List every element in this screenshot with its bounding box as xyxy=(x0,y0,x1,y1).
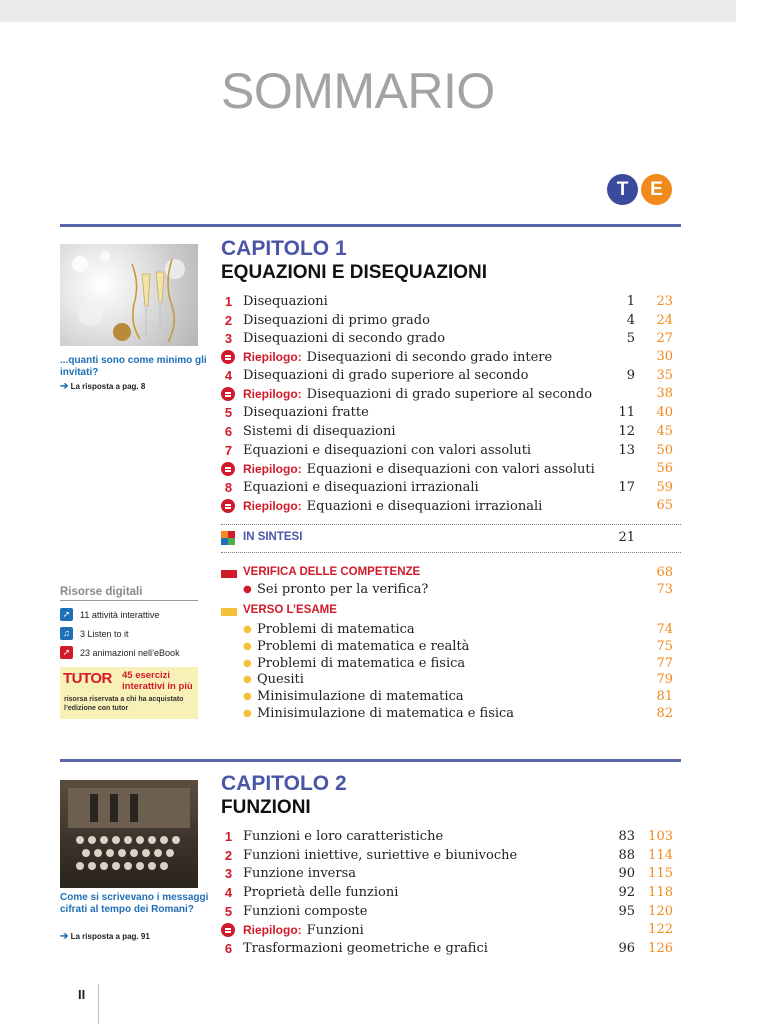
exercise-page: 77 xyxy=(656,656,673,671)
chapter-1-rule xyxy=(60,224,681,227)
risorse-divider xyxy=(60,600,198,601)
top-band xyxy=(0,0,736,22)
cursor-icon: ➚ xyxy=(60,608,73,621)
tutor-count: 45 esercizi interattivi in più xyxy=(122,670,193,692)
toc-row[interactable] xyxy=(221,903,673,921)
theory-page: 17 xyxy=(618,480,635,495)
exercise-page: 75 xyxy=(656,639,673,654)
theory-page: 92 xyxy=(618,885,635,900)
theory-page: 21 xyxy=(618,530,635,545)
section-title: Proprietà delle funzioni xyxy=(243,885,399,900)
section-title: Funzioni composte xyxy=(243,904,368,919)
bullet-icon: ● xyxy=(243,674,252,685)
bullet-icon: ● xyxy=(243,691,252,702)
section-title: Funzioni e loro caratteristiche xyxy=(243,829,444,844)
section-number: 5 xyxy=(224,904,233,919)
theory-page: 13 xyxy=(618,443,635,458)
bullet-text: Minisimulazione di matematica xyxy=(257,689,464,704)
section-title: Equazioni e disequazioni irrazionali xyxy=(243,480,479,495)
page-number: II xyxy=(78,987,86,1002)
toc-row[interactable] xyxy=(221,404,673,422)
exercise-page: 24 xyxy=(656,313,673,328)
toc-row[interactable] xyxy=(221,828,673,846)
toc-row[interactable] xyxy=(221,330,673,348)
bullet-item[interactable] xyxy=(243,638,673,655)
exercise-page: 126 xyxy=(648,941,673,956)
exercise-page: 30 xyxy=(656,349,673,364)
section-title: Disequazioni di secondo grado intere xyxy=(306,350,553,365)
section-title: Disequazioni di secondo grado xyxy=(243,331,446,346)
bullet-icon: ● xyxy=(243,708,252,719)
in-sintesi-page-row xyxy=(221,529,673,547)
toc-row[interactable] xyxy=(221,312,673,330)
exercise-page: 82 xyxy=(656,706,673,721)
exercise-badge: E xyxy=(641,174,672,205)
page-number-rule xyxy=(98,984,99,1024)
section-number: 3 xyxy=(224,331,233,346)
toc-row[interactable] xyxy=(221,293,673,311)
toc-row-recap[interactable] xyxy=(221,460,673,478)
recap-icon xyxy=(221,387,235,401)
headphones-icon: ♫ xyxy=(60,627,73,640)
chapter-2-teaser: Come si scrivevano i messaggi cifrati al tempo dei Romani? xyxy=(60,892,209,915)
chapter-1-label: CAPITOLO 1 xyxy=(221,237,347,260)
section-title: Funzioni xyxy=(306,923,364,938)
exercise-page: 118 xyxy=(648,885,673,900)
bullet-item[interactable] xyxy=(243,688,673,705)
theory-page: 1 xyxy=(626,294,635,309)
section-title: Equazioni e disequazioni irrazionali xyxy=(306,499,543,514)
bullet-text: Sei pronto per la verifica? xyxy=(257,582,429,597)
exercise-page: 23 xyxy=(656,294,673,309)
chapter-2-answer-link[interactable] xyxy=(60,931,150,942)
bullet-item[interactable] xyxy=(243,671,673,688)
recap-label: Riepilogo: xyxy=(243,499,302,513)
section-title: Sistemi di disequazioni xyxy=(243,424,396,439)
toc-row[interactable] xyxy=(221,865,673,883)
section-title: Disequazioni xyxy=(243,294,328,309)
exercise-page: 50 xyxy=(656,443,673,458)
exercise-page: 45 xyxy=(656,424,673,439)
tutor-logo: TUTOR xyxy=(63,670,112,687)
section-title: Equazioni e disequazioni con valori assoluti xyxy=(306,462,595,477)
section-number: 1 xyxy=(224,829,233,844)
toc-row[interactable] xyxy=(221,442,673,460)
section-number: 2 xyxy=(224,848,233,863)
section-number: 1 xyxy=(224,294,233,309)
resource-label: 23 animazioni nell’eBook xyxy=(80,648,180,658)
bullet-icon: ● xyxy=(243,658,252,669)
theory-page: 11 xyxy=(618,405,635,420)
cursor-icon: ➚ xyxy=(60,646,73,659)
bullet-icon: ● xyxy=(243,624,252,635)
exercise-page: 56 xyxy=(656,461,673,476)
toc-row[interactable] xyxy=(221,940,673,958)
recap-label: Riepilogo: xyxy=(243,350,302,364)
section-title: Disequazioni fratte xyxy=(243,405,369,420)
chapter-1-answer-link[interactable] xyxy=(60,381,145,392)
bullet-text: Problemi di matematica e fisica xyxy=(257,656,466,671)
chapter-2-rule xyxy=(60,759,681,762)
theory-badge: T xyxy=(607,174,638,205)
exercise-page: 35 xyxy=(656,368,673,383)
exercise-page: 59 xyxy=(656,480,673,495)
chapter-1-title: EQUAZIONI E DISEQUAZIONI xyxy=(221,262,488,283)
toc-row[interactable] xyxy=(221,367,673,385)
bullet-text: Problemi di matematica e realtà xyxy=(257,639,470,654)
exercise-page: 40 xyxy=(656,405,673,420)
answer-link-label: La risposta a pag. 91 xyxy=(70,932,150,941)
theory-page: 4 xyxy=(626,313,635,328)
recap-icon xyxy=(221,923,235,937)
toc-row-recap[interactable] xyxy=(221,921,673,939)
esame-marker xyxy=(221,608,237,616)
section-number: 2 xyxy=(224,313,233,328)
exercise-page: 81 xyxy=(656,689,673,704)
bullet-item[interactable] xyxy=(243,621,673,638)
recap-label: Riepilogo: xyxy=(243,387,302,401)
exercise-page: 114 xyxy=(648,848,673,863)
section-number: 5 xyxy=(224,405,233,420)
toc-row[interactable] xyxy=(221,479,673,497)
arrow-right-icon: ➔ xyxy=(60,381,69,392)
in-sintesi-link[interactable]: IN SINTESI xyxy=(243,531,303,543)
bullet-icon: ● xyxy=(243,641,252,652)
exercise-page: 79 xyxy=(656,672,673,687)
bullet-item[interactable] xyxy=(243,581,673,598)
risorse-digitali-title: Risorse digitali xyxy=(60,586,143,598)
section-title: Funzione inversa xyxy=(243,866,357,881)
toc-row-recap[interactable] xyxy=(221,348,673,366)
theory-page: 9 xyxy=(626,368,635,383)
recap-icon xyxy=(221,350,235,364)
theory-page: 96 xyxy=(618,941,635,956)
section-title: Equazioni e disequazioni con valori assoluti xyxy=(243,443,532,458)
recap-label: Riepilogo: xyxy=(243,923,302,937)
dotted-divider xyxy=(221,552,681,553)
tutor-note: risorsa riservata a chi ha acquistato l’edizione con tutor xyxy=(64,696,184,712)
chapter-1-photo xyxy=(60,244,198,346)
theory-page: 95 xyxy=(618,904,635,919)
section-number: 4 xyxy=(224,885,233,900)
toc-row-recap[interactable] xyxy=(221,497,673,515)
theory-page: 12 xyxy=(618,424,635,439)
toc-row-recap[interactable] xyxy=(221,385,673,403)
verifica-heading[interactable]: VERIFICA DELLE COMPETENZE xyxy=(243,566,421,578)
exercise-page: 120 xyxy=(648,904,673,919)
section-number: 7 xyxy=(224,443,233,458)
page-title: SOMMARIO xyxy=(221,63,495,119)
arrow-right-icon: ➔ xyxy=(60,931,69,942)
bullet-text: Problemi di matematica xyxy=(257,622,415,637)
exercise-page: 38 xyxy=(656,386,673,401)
tutor-box[interactable] xyxy=(60,667,198,719)
esame-heading[interactable]: VERSO L’ESAME xyxy=(243,604,337,616)
exercise-page: 73 xyxy=(656,582,673,597)
section-number: 4 xyxy=(224,368,233,383)
section-number: 8 xyxy=(224,480,233,495)
recap-icon xyxy=(221,462,235,476)
section-title: Disequazioni di grado superiore al secondo xyxy=(306,387,593,402)
section-number: 6 xyxy=(224,424,233,439)
exercise-page: 74 xyxy=(656,622,673,637)
chapter-2-label: CAPITOLO 2 xyxy=(221,772,347,795)
bullet-item[interactable] xyxy=(243,705,673,722)
chapter-1-teaser: ...quanti sono come minimo gli invitati? xyxy=(60,355,207,378)
dotted-divider xyxy=(221,524,681,525)
section-title: Funzioni iniettive, suriettive e biunivoche xyxy=(243,848,518,863)
verifica-page-row xyxy=(221,564,673,582)
section-number: 6 xyxy=(224,941,233,956)
bullet-item[interactable] xyxy=(243,655,673,672)
answer-link-label: La risposta a pag. 8 xyxy=(70,382,146,391)
recap-icon xyxy=(221,499,235,513)
theory-page: 5 xyxy=(626,331,635,346)
resource-label: 3 Listen to it xyxy=(80,629,129,639)
section-title: Disequazioni di primo grado xyxy=(243,313,430,328)
bullet-text: Minisimulazione di matematica e fisica xyxy=(257,706,515,721)
section-number: 3 xyxy=(224,866,233,881)
toc-row[interactable] xyxy=(221,884,673,902)
theory-page: 90 xyxy=(618,866,635,881)
exercise-page: 27 xyxy=(656,331,673,346)
bullet-icon: ● xyxy=(243,584,252,595)
theory-page: 88 xyxy=(618,848,635,863)
bullet-text: Quesiti xyxy=(257,672,304,687)
resource-label: 11 attività interattive xyxy=(80,610,160,620)
chapter-2-title: FUNZIONI xyxy=(221,797,311,818)
exercise-page: 115 xyxy=(648,866,673,881)
toc-row[interactable] xyxy=(221,847,673,865)
exercise-page: 68 xyxy=(656,565,673,580)
exercise-page: 122 xyxy=(648,922,673,937)
theory-page: 83 xyxy=(618,829,635,844)
chapter-2-photo xyxy=(60,780,198,888)
section-title: Trasformazioni geometriche e grafici xyxy=(243,941,488,956)
section-title: Disequazioni di grado superiore al secondo xyxy=(243,368,529,383)
exercise-page: 103 xyxy=(648,829,673,844)
exercise-page: 65 xyxy=(656,498,673,513)
toc-row[interactable] xyxy=(221,423,673,441)
recap-label: Riepilogo: xyxy=(243,462,302,476)
